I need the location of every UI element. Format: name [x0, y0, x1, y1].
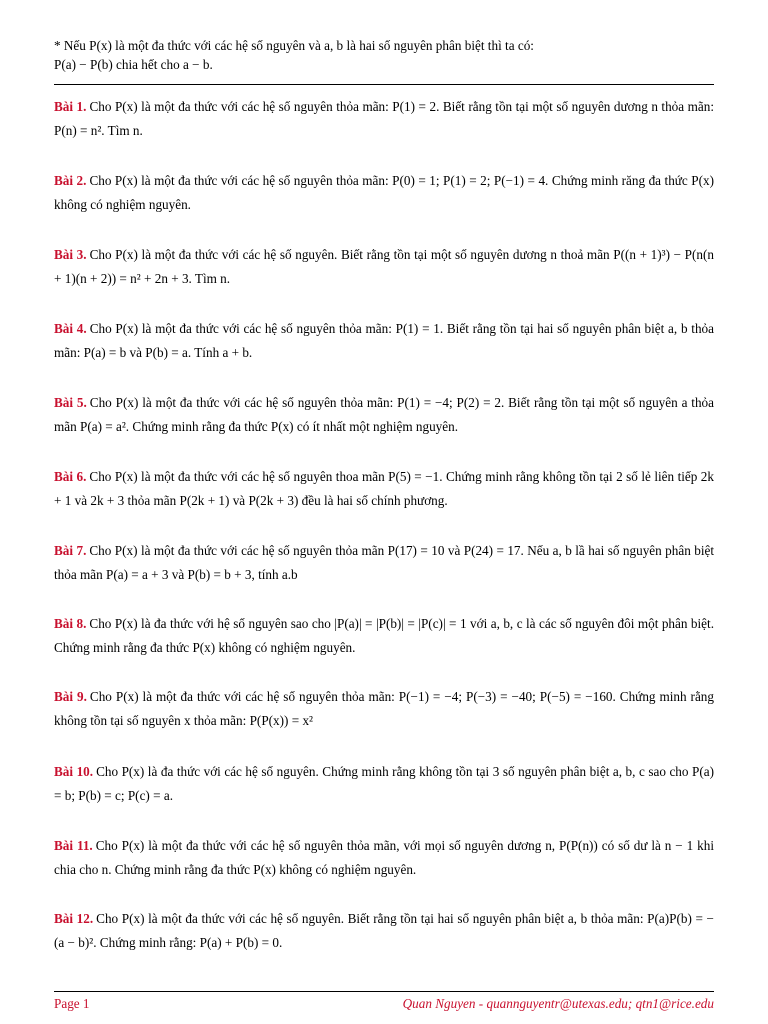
problem-8 [54, 612, 714, 660]
problem-label: Bài 9. [54, 689, 87, 704]
top-divider [54, 84, 714, 85]
problem-11 [54, 834, 714, 882]
problem-text: Cho P(x) là một đa thức với các hệ số nguyên thỏa mãn: P(−1) = −4; P(−3) = −40; P(−5) = −160. Chứng minh rằng không tồn tại số nguyên x thỏa mãn: P(P(x)) = x² [54, 689, 714, 728]
problem-text: Cho P(x) là một đa thức với các hệ số nguyên. Biết rằng tồn tại một số nguyên dương n thoả mãn P((n + 1)³) − P(n(n + 1)(n + 2)) = n² + 2n + 3. Tìm n. [54, 247, 714, 286]
intro-line-2: P(a) − P(b) chia hết cho a − b. [54, 57, 213, 72]
author-contact: Quan Nguyen - quannguyentr@utexas.edu; qtn1@rice.edu [402, 996, 714, 1011]
problem-label: Bài 10. [54, 764, 94, 779]
problem-1 [54, 95, 714, 143]
problem-label: Bài 4. [54, 321, 87, 336]
problem-text: Cho P(x) là một đa thức với các hệ số nguyên thỏa mãn: P(1) = 2. Biết rằng tồn tại một số nguyên dương n thỏa mãn: P(n) = n². Tìm n. [54, 99, 714, 138]
problem-label: Bài 11. [54, 838, 93, 853]
page-footer [54, 993, 714, 1015]
footer-divider [54, 991, 714, 992]
problem-label: Bài 5. [54, 395, 87, 410]
problem-6 [54, 465, 714, 513]
problem-3 [54, 243, 714, 291]
problem-text: Cho P(x) là đa thức với hệ số nguyên sao cho |P(a)| = |P(b)| = |P(c)| = 1 với a, b, c là các số nguyên đôi một phân biệt. Chứng minh rằng đa thức P(x) không có nghiệm nguyên. [54, 616, 714, 655]
problem-text: Cho P(x) là một đa thức với các hệ số nguyên thỏa mãn: P(1) = 1. Biết rằng tồn tại hai số nguyên phân biệt a, b thỏa mãn: P(a) = b và P(b) = a. Tính a + b. [54, 321, 714, 360]
problem-text: Cho P(x) là một đa thức với các hệ số nguyên thỏa mãn, với mọi số nguyên dương n, P(P(n)) có số dư là n − 1 khi chia cho n. Chứng minh rằng đa thức P(x) không có nghiệm nguyên. [54, 838, 714, 877]
problem-7 [54, 539, 714, 587]
problem-text: Cho P(x) là đa thức với các hệ số nguyên. Chứng minh rằng không tồn tại 3 số nguyên phân biệt a, b, c sao cho P(a) = b; P(b) = c; P(c) = a. [54, 764, 714, 803]
problem-text: Cho P(x) là một đa thức với các hệ số nguyên thỏa mãn: P(0) = 1; P(1) = 2; P(−1) = 4. Chứng minh răng đa thức P(x) không có nghiệm nguyên. [54, 173, 714, 212]
problem-text: Cho P(x) là một đa thức với các hệ số nguyên thoa mãn P(5) = −1. Chứng minh rằng không tồn tại 2 số lẻ liên tiếp 2k + 1 và 2k + 3 thỏa mãn P(2k + 1) và P(2k + 3) đều là hai số chính phương. [54, 469, 714, 508]
problem-label: Bài 12. [54, 911, 94, 926]
problem-text: Cho P(x) là một đa thức với các hệ số nguyên thỏa mãn: P(1) = −4; P(2) = 2. Biết rằng tồn tại một số nguyên a thỏa mãn P(a) = a². Chứng minh rằng đa thức P(x) có ít nhất một nghiệm nguyên. [54, 395, 714, 434]
problem-label: Bài 7. [54, 543, 87, 558]
problem-5 [54, 391, 714, 439]
problem-label: Bài 1. [54, 99, 87, 114]
intro-line-1: * Nếu P(x) là một đa thức với các hệ số nguyên và a, b là hai số nguyên phân biệt thì ta có: [54, 38, 534, 53]
intro-note [54, 36, 714, 74]
page-number: Page 1 [54, 996, 90, 1011]
problem-4 [54, 317, 714, 365]
problem-10 [54, 760, 714, 808]
problem-label: Bài 6. [54, 469, 87, 484]
problem-9 [54, 685, 714, 733]
problem-12 [54, 907, 714, 955]
problem-2 [54, 169, 714, 217]
problem-label: Bài 8. [54, 616, 87, 631]
problem-text: Cho P(x) là một đa thức với các hệ số nguyên thỏa mãn P(17) = 10 và P(24) = 17. Nếu a, b lầ hai số nguyên phân biệt thỏa mãn P(a) = a + 3 và P(b) = b + 3, tính a.b [54, 543, 715, 582]
problem-label: Bài 2. [54, 173, 87, 188]
problem-text: Cho P(x) là một đa thức với các hệ số nguyên. Biết rằng tồn tại hai số nguyên phân biệt a, b thỏa mãn: P(a)P(b) = −(a − b)². Chứng minh rằng: P(a) + P(b) = 0. [54, 911, 714, 950]
problem-label: Bài 3. [54, 247, 87, 262]
